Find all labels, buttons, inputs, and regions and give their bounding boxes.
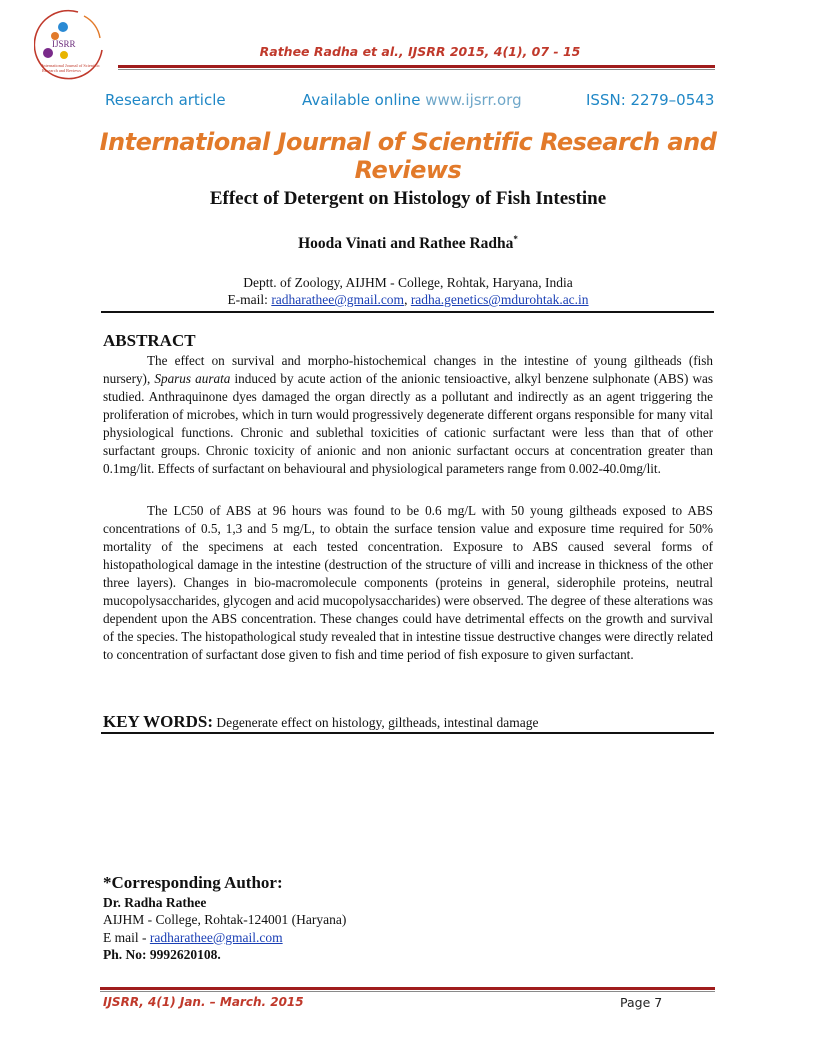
journal-logo: [34, 8, 114, 88]
affiliation: Deptt. of Zoology, AIJHM - College, Rohtak, Haryana, India: [243, 275, 573, 290]
affiliation-block: [100, 274, 716, 308]
keywords-label: KEY WORDS:: [103, 712, 214, 731]
email-label: E-mail:: [227, 292, 268, 307]
header-rule-thin: [118, 69, 715, 70]
page-number: Page 7: [620, 995, 663, 1010]
paper-authors: [100, 234, 716, 253]
corresponding-author-block: [103, 874, 346, 964]
keywords-line: [103, 712, 715, 732]
section-divider-top: [101, 311, 714, 313]
availability: [302, 91, 522, 109]
email-link-1[interactable]: radharathee@gmail.com: [271, 292, 405, 307]
abstract-p1-start: The effect on survival and morpho-histochemical changes in the intestine of young giltheads (fish nursery),: [103, 353, 713, 386]
logo-text: IJSRR: [52, 39, 76, 49]
email-separator: ,: [404, 292, 408, 307]
logo-caption: International Journal of Scientific Research and Reviews: [42, 64, 100, 73]
abstract-paragraph-2: The LC50 of ABS at 96 hours was found to be 0.6 mg/L with 50 young giltheads exposed to ABS concentrations of 0.5, 1,3 and 5 mg/L, to obtain the surface tension value and exposure time required for 50% mortality of the specimens at each tested concentration. Exposure to ABS caused several forms of histopathological damage in the intestine (destruction of the structure of villi and increase in thickness of the other three layers). Changes in bio-macromolecule components (proteins in general, siderophile proteins, neutral mucopolysaccharides, glycogen and acid mucopolysaccharides) were observed. The degree of these alterations was dependent upon the ABS concentration. These changes could have detrimental effects on the growth and survival of the species. The histopathological study revealed that in intestine tissue destructive changes were directly related to concentration of surfactant dose given to fish and time period of fish exposure to given surfactant.: [103, 503, 713, 662]
journal-url-link[interactable]: www.ijsrr.org: [425, 91, 522, 109]
email-line: [100, 291, 716, 308]
corresponding-heading: *Corresponding Author:: [103, 873, 283, 892]
header-citation: Rathee Radha et al., IJSRR 2015, 4(1), 07 - 15: [259, 44, 581, 59]
corresponding-email-label: E mail -: [103, 929, 147, 945]
species-name: Sparus aurata: [154, 371, 231, 386]
abstract-heading: ABSTRACT: [103, 331, 196, 350]
corresponding-name: Dr. Radha Rathee: [103, 894, 207, 910]
journal-name: International Journal of Scientific Research and Reviews: [99, 128, 717, 184]
header-rule: [118, 65, 715, 68]
footer-rule: [100, 987, 715, 990]
keywords-text: Degenerate effect on histology, giltheads, intestinal damage: [216, 715, 539, 730]
abstract-p1-end: induced by acute action of the anionic tensioactive, alkyl benzene sulphonate (ABS) was studied. Anthraquinone dyes damaged the organ directly as a pollutant and indirectly as an agent triggering the proliferation of microbes, which in turn would progressively degenerate different organs responsible for many vital physiological functions. Chronic and sublethal toxicities of cationic surfactant were less than that of other surfactant groups. Chronic toxicity of anionic and non anionic surfactant occurs at concentration greater than 0.1mg/lit. Effects of surfactant on behavioural and physiological parameters range from 0.002-40.0mg/lit.: [103, 371, 713, 476]
article-type: Research article: [105, 91, 226, 109]
available-label: Available online: [302, 91, 421, 109]
corresponding-email-link[interactable]: radharathee@gmail.com: [149, 929, 283, 945]
author-names: Hooda Vinati and Rathee Radha: [298, 235, 514, 253]
abstract-paragraph-1: [103, 352, 713, 478]
corresponding-address: AIJHM - College, Rohtak-124001 (Haryana): [103, 912, 347, 927]
email-link-2[interactable]: radha.genetics@mdurohtak.ac.in: [410, 292, 589, 307]
footer-rule-thin: [100, 991, 715, 992]
corresponding-mark: *: [513, 234, 518, 244]
issn: ISSN: 2279–0543: [586, 91, 715, 109]
footer-citation: IJSRR, 4(1) Jan. – March. 2015: [103, 995, 304, 1009]
corresponding-phone: Ph. No: 9992620108.: [103, 947, 221, 962]
section-divider-bottom: [101, 732, 714, 734]
paper-title: Effect of Detergent on Histology of Fish Intestine: [209, 188, 607, 209]
